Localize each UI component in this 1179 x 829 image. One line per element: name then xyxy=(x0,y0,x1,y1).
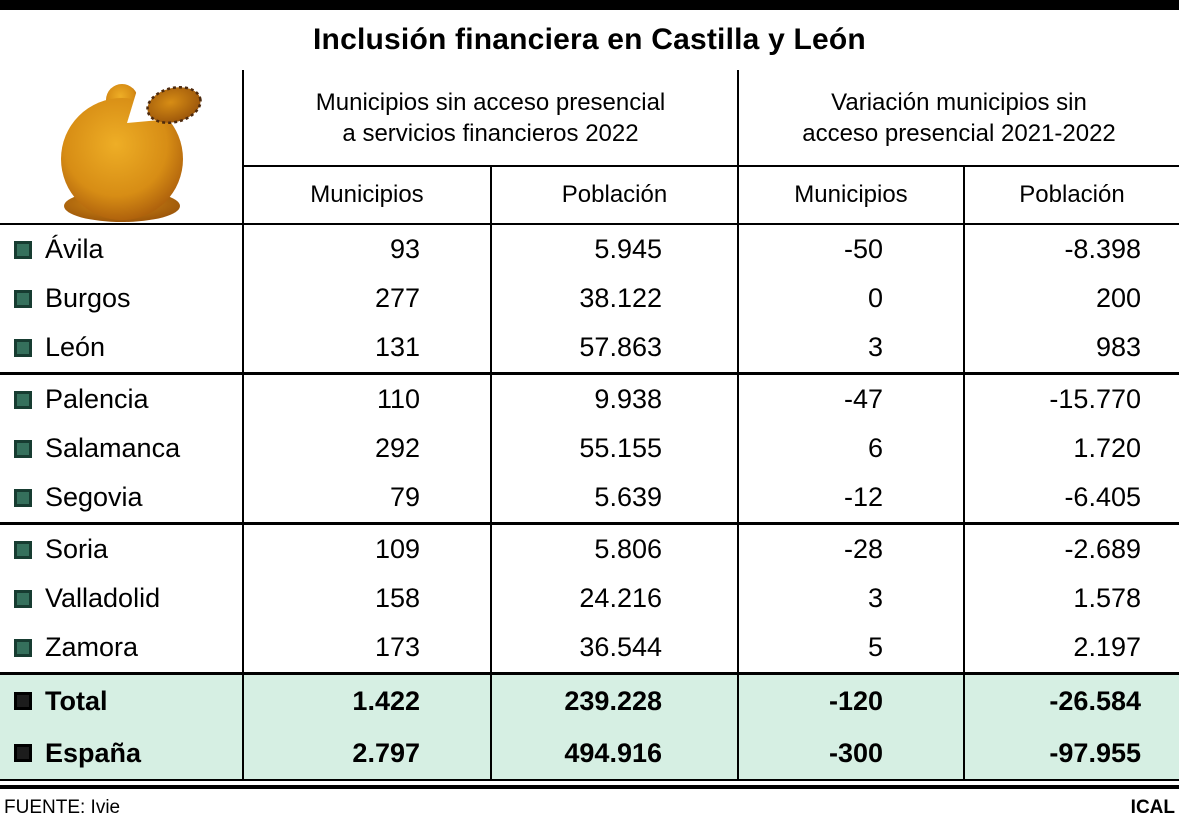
province-name: Segovia xyxy=(45,482,143,512)
value-municipios-2022: 131 xyxy=(242,323,490,372)
row-label-cell xyxy=(0,525,242,574)
col-header-poblacion-var: Población xyxy=(963,167,1179,223)
province-name: Palencia xyxy=(45,384,149,414)
table-row xyxy=(0,274,1179,323)
group-header-line: a servicios financieros 2022 xyxy=(342,119,639,147)
value-municipios-var: -120 xyxy=(737,675,963,727)
value-poblacion-var: -6.405 xyxy=(963,473,1179,522)
value-municipios-2022: 109 xyxy=(242,525,490,574)
value-municipios-2022: 2.797 xyxy=(242,727,490,779)
row-label-cell xyxy=(0,274,242,323)
total-label: Total xyxy=(45,685,108,716)
row-label-cell xyxy=(0,473,242,522)
group-header-line: Municipios sin acceso presencial xyxy=(315,88,666,116)
table-row xyxy=(0,225,1179,274)
province-name: Burgos xyxy=(45,283,131,313)
value-poblacion-2022: 9.938 xyxy=(490,375,737,424)
row-label-cell xyxy=(0,574,242,623)
square-bullet-icon xyxy=(14,440,32,458)
square-bullet-icon xyxy=(14,290,32,308)
value-poblacion-2022: 5.806 xyxy=(490,525,737,574)
province-name: Soria xyxy=(45,534,109,564)
value-poblacion-var: -97.955 xyxy=(963,727,1179,779)
value-poblacion-var: -2.689 xyxy=(963,525,1179,574)
row-label-cell xyxy=(0,323,242,372)
value-poblacion-var: 983 xyxy=(963,323,1179,372)
value-municipios-var: 0 xyxy=(737,274,963,323)
value-poblacion-var: 200 xyxy=(963,274,1179,323)
province-name: Zamora xyxy=(45,632,139,662)
province-name: León xyxy=(45,332,106,362)
value-poblacion-var: -26.584 xyxy=(963,675,1179,727)
row-label-cell xyxy=(0,675,242,727)
value-poblacion-var: 1.720 xyxy=(963,424,1179,473)
table-row xyxy=(0,323,1179,375)
value-municipios-var: 6 xyxy=(737,424,963,473)
square-bullet-icon xyxy=(14,692,32,710)
value-poblacion-var: 2.197 xyxy=(963,623,1179,672)
value-poblacion-2022: 494.916 xyxy=(490,727,737,779)
value-municipios-var: -12 xyxy=(737,473,963,522)
value-poblacion-2022: 24.216 xyxy=(490,574,737,623)
province-name: Ávila xyxy=(45,234,104,264)
square-bullet-icon xyxy=(14,339,32,357)
square-bullet-icon xyxy=(14,639,32,657)
value-poblacion-var: 1.578 xyxy=(963,574,1179,623)
table-header xyxy=(0,70,1179,225)
value-poblacion-var: -8.398 xyxy=(963,225,1179,274)
table-row xyxy=(0,375,1179,424)
value-poblacion-2022: 55.155 xyxy=(490,424,737,473)
table-row xyxy=(0,574,1179,623)
piggy-bank-icon xyxy=(50,76,210,226)
table-row xyxy=(0,424,1179,473)
value-municipios-2022: 1.422 xyxy=(242,675,490,727)
square-bullet-icon xyxy=(14,489,32,507)
value-municipios-var: 5 xyxy=(737,623,963,672)
value-municipios-2022: 79 xyxy=(242,473,490,522)
value-municipios-var: 3 xyxy=(737,323,963,372)
group-header-2022 xyxy=(242,70,737,167)
table-body xyxy=(0,225,1179,781)
value-poblacion-2022: 57.863 xyxy=(490,323,737,372)
col-header-municipios-var: Municipios xyxy=(737,167,963,223)
square-bullet-icon xyxy=(14,391,32,409)
group-header-variacion xyxy=(737,70,1179,167)
group-header-line: acceso presencial 2021-2022 xyxy=(802,119,1116,147)
group-header-line: Variación municipios sin xyxy=(831,88,1087,116)
total-row xyxy=(0,727,1179,779)
square-bullet-icon xyxy=(14,744,32,762)
header-title-row xyxy=(0,10,1179,70)
agency-credit: ICAL xyxy=(1130,797,1175,818)
value-poblacion-2022: 5.639 xyxy=(490,473,737,522)
totals-section xyxy=(0,672,1179,781)
square-bullet-icon xyxy=(14,541,32,559)
value-poblacion-2022: 239.228 xyxy=(490,675,737,727)
value-poblacion-2022: 38.122 xyxy=(490,274,737,323)
row-label-cell xyxy=(0,375,242,424)
value-municipios-var: 3 xyxy=(737,574,963,623)
value-municipios-2022: 173 xyxy=(242,623,490,672)
top-black-bar xyxy=(0,0,1179,10)
value-municipios-var: -28 xyxy=(737,525,963,574)
value-municipios-2022: 158 xyxy=(242,574,490,623)
square-bullet-icon xyxy=(14,241,32,259)
table-row xyxy=(0,525,1179,574)
total-row xyxy=(0,675,1179,727)
table-row xyxy=(0,623,1179,672)
row-label-cell xyxy=(0,623,242,672)
value-poblacion-var: -15.770 xyxy=(963,375,1179,424)
value-municipios-var: -47 xyxy=(737,375,963,424)
value-municipios-2022: 93 xyxy=(242,225,490,274)
value-poblacion-2022: 36.544 xyxy=(490,623,737,672)
col-header-poblacion-2022: Población xyxy=(490,167,737,223)
page-title: Inclusión financiera en Castilla y León xyxy=(313,23,866,56)
province-name: Salamanca xyxy=(45,433,181,463)
value-municipios-2022: 292 xyxy=(242,424,490,473)
source-text: FUENTE: Ivie xyxy=(4,797,121,818)
value-municipios-2022: 277 xyxy=(242,274,490,323)
value-poblacion-2022: 5.945 xyxy=(490,225,737,274)
value-municipios-2022: 110 xyxy=(242,375,490,424)
province-name: Valladolid xyxy=(45,583,161,613)
value-municipios-var: -300 xyxy=(737,727,963,779)
footer xyxy=(0,789,1179,827)
table-row xyxy=(0,473,1179,525)
row-label-cell xyxy=(0,424,242,473)
square-bullet-icon xyxy=(14,590,32,608)
value-municipios-var: -50 xyxy=(737,225,963,274)
row-label-cell xyxy=(0,225,242,274)
total-label: España xyxy=(45,737,142,768)
row-label-cell xyxy=(0,727,242,779)
col-header-municipios-2022: Municipios xyxy=(242,167,490,223)
